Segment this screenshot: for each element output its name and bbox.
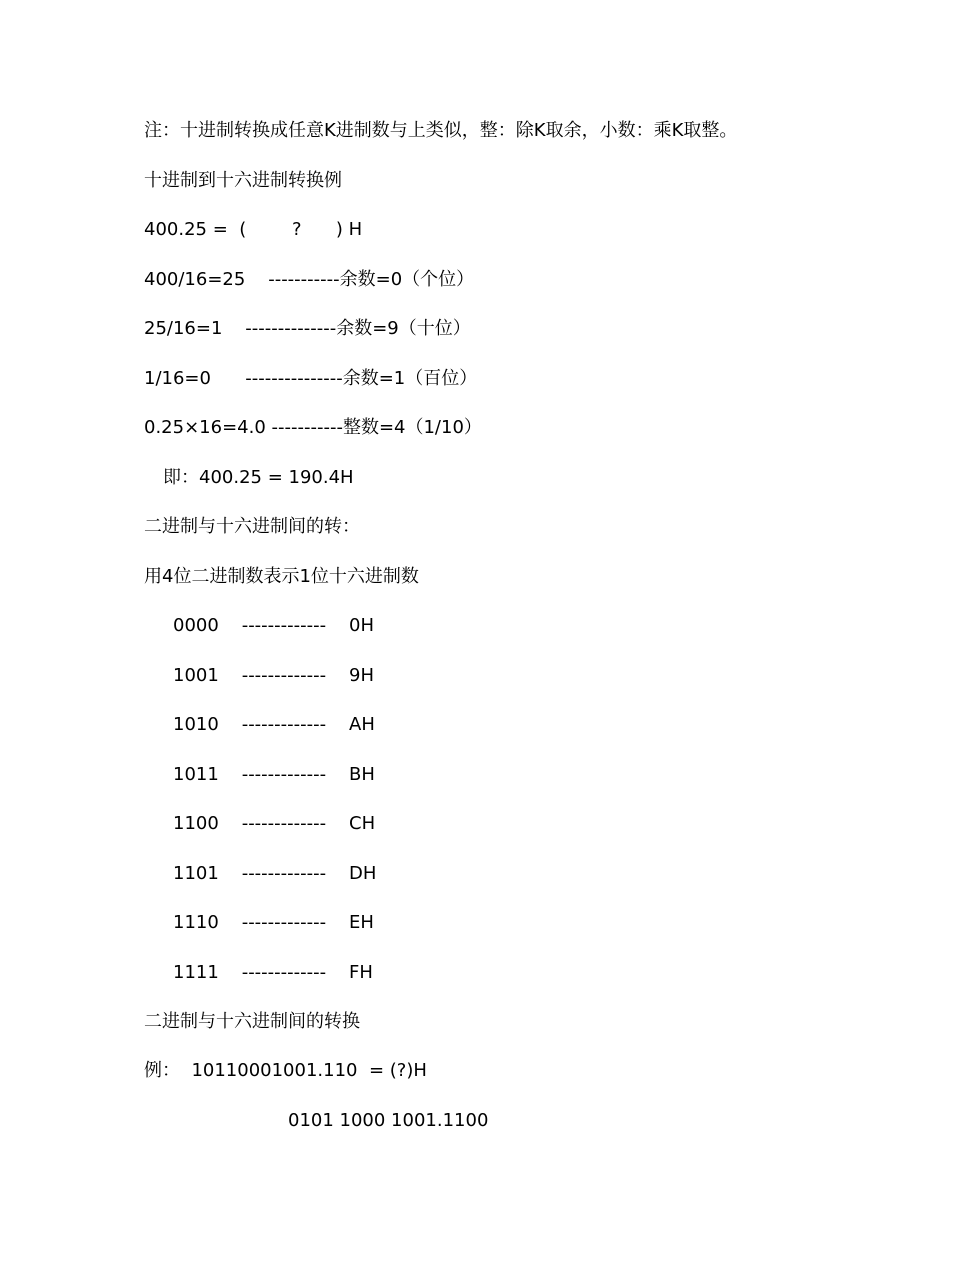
result-line: 即：400.25 = 190.4H: [163, 467, 354, 488]
binary-hex-rule: 用4位二进制数表示1位十六进制数: [144, 566, 419, 587]
note-line: 注：十进制转换成任意K进制数与上类似，整：除K取余，小数：乘K取整。: [144, 120, 738, 141]
mapping-row-1110: 1110 ------------- EH: [173, 912, 374, 933]
section-heading-binary-hex-conversion: 二进制与十六进制间的转换: [144, 1011, 360, 1032]
mapping-row-1111: 1111 ------------- FH: [173, 962, 373, 983]
multiplication-step: 0.25×16=4.0 -----------整数=4（1/10）: [144, 417, 482, 438]
mapping-row-1011: 1011 ------------- BH: [173, 764, 375, 785]
division-step-1: 400/16=25 -----------余数=0（个位）: [144, 269, 475, 290]
grouped-binary: 0101 1000 1001.1100: [288, 1110, 489, 1131]
mapping-row-1101: 1101 ------------- DH: [173, 863, 377, 884]
mapping-row-1010: 1010 ------------- AH: [173, 714, 375, 735]
mapping-row-1100: 1100 ------------- CH: [173, 813, 376, 834]
section-heading-decimal-to-hex: 十进制到十六进制转换例: [144, 170, 342, 191]
division-step-2: 25/16=1 --------------余数=9（十位）: [144, 318, 471, 339]
example-equation: 400.25 = ( ? ) H: [144, 219, 363, 240]
mapping-row-0000: 0000 ------------- 0H: [173, 615, 375, 636]
section-heading-binary-hex: 二进制与十六进制间的转：: [144, 516, 360, 537]
conversion-example: 例： 10110001001.110 = (?)H: [144, 1060, 427, 1081]
mapping-row-1001: 1001 ------------- 9H: [173, 665, 375, 686]
division-step-3: 1/16=0 ---------------余数=1（百位）: [144, 368, 478, 389]
